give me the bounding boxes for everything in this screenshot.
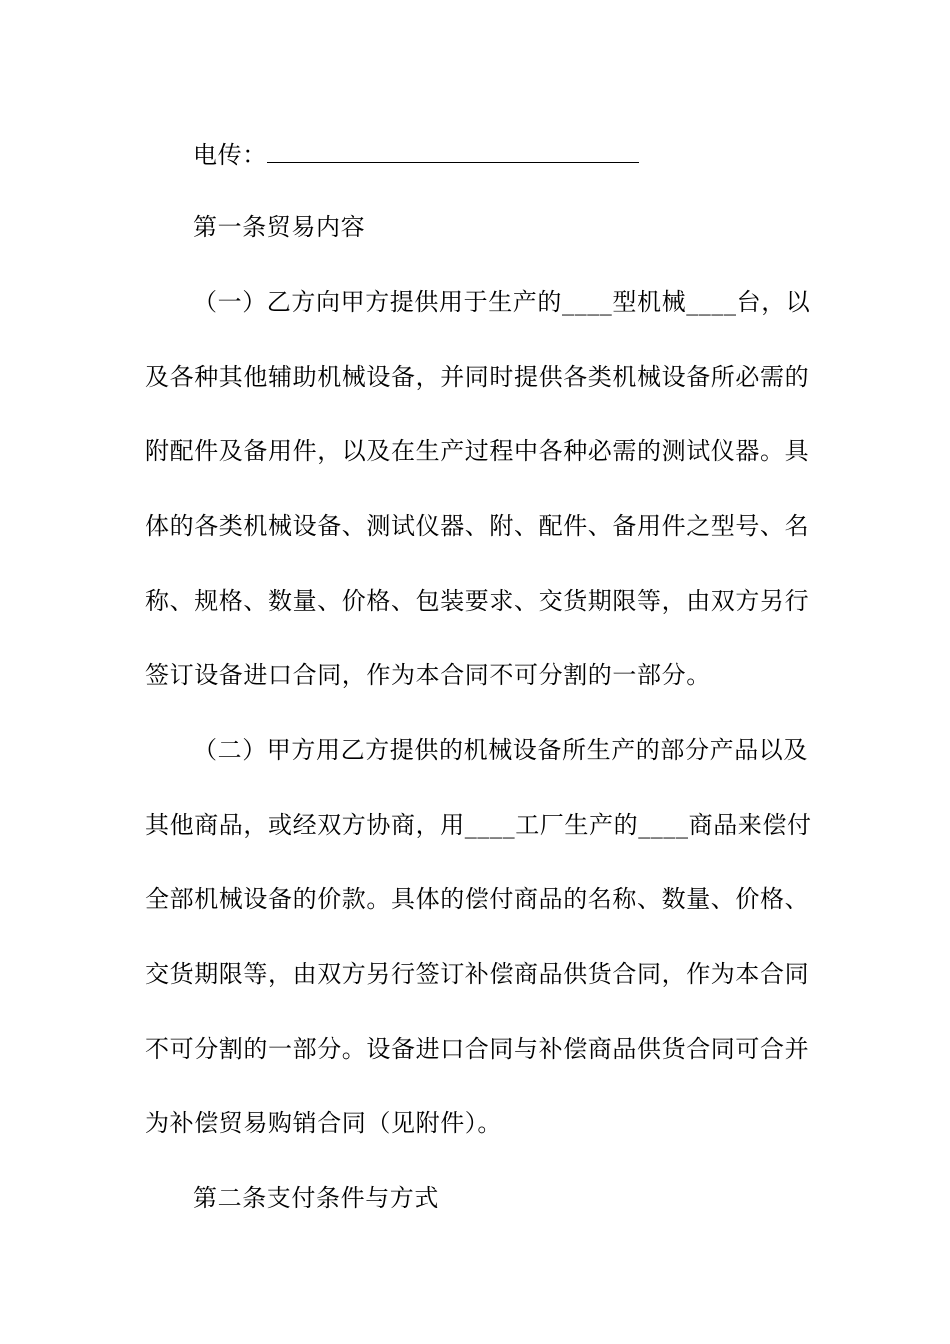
para1-line-2: 及各种其他辅助机械设备，并同时提供各类机械设备所必需的 bbox=[145, 363, 810, 391]
para2-line-3: 全部机械设备的价款。具体的偿付商品的名称、数量、价格、 bbox=[145, 885, 810, 913]
para2-line-4: 交货期限等，由双方另行签订补偿商品供货合同，作为本合同 bbox=[145, 960, 810, 988]
para1-line-4: 体的各类机械设备、测试仪器、附、配件、备用件之型号、名 bbox=[145, 512, 810, 540]
para1-line-6: 签订设备进口合同，作为本合同不可分割的一部分。 bbox=[145, 661, 711, 689]
fax-blank-line bbox=[267, 142, 639, 163]
para2-line-1: （二）甲方用乙方提供的机械设备所生产的部分产品以及 bbox=[193, 736, 808, 764]
para2-line-6: 为补偿贸易购销合同（见附件）。 bbox=[145, 1109, 502, 1137]
article-1-title: 第一条贸易内容 bbox=[193, 213, 366, 241]
fax-label: 电传： bbox=[193, 141, 267, 169]
para1-line-1: （一）乙方向甲方提供用于生产的____型机械____台，以 bbox=[193, 288, 811, 316]
para2-line-2: 其他商品，或经双方协商，用____工厂生产的____商品来偿付 bbox=[145, 811, 812, 839]
article-2-title: 第二条支付条件与方式 bbox=[193, 1184, 439, 1212]
para2-line-5: 不可分割的一部分。设备进口合同与补偿商品供货合同可合并 bbox=[145, 1035, 810, 1063]
para1-line-5: 称、规格、数量、价格、包装要求、交货期限等，由双方另行 bbox=[145, 587, 810, 615]
para1-line-3: 附配件及备用件，以及在生产过程中各种必需的测试仪器。具 bbox=[145, 437, 810, 465]
fax-field-row bbox=[193, 139, 863, 171]
